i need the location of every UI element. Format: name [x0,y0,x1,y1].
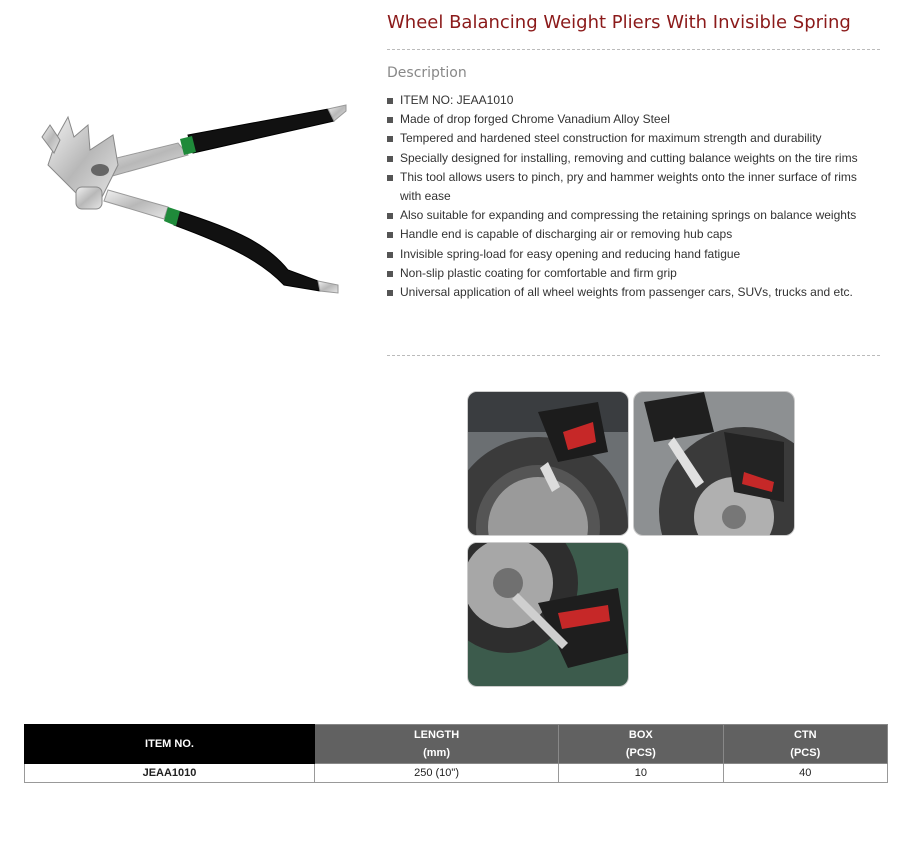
feature-item: Also suitable for expanding and compressing the retaining springs on balance weights [387,206,877,225]
feature-item: Invisible spring-load for easy opening and reducing hand fatigue [387,245,877,264]
product-title: Wheel Balancing Weight Pliers With Invisible Spring [387,12,851,33]
cell-ctn: 40 [723,764,887,783]
cell-box: 10 [559,764,723,783]
cell-item-no: JEAA1010 [25,764,315,783]
column-header-length: LENGTH (mm) [314,725,558,764]
column-header-box: BOX (PCS) [559,725,723,764]
feature-item: Specially designed for installing, removing and cutting balance weights on the tire rims [387,149,877,168]
column-header-ctn: CTN (PCS) [723,725,887,764]
feature-item: Handle end is capable of discharging air or removing hub caps [387,225,877,244]
feature-item: This tool allows users to pinch, pry and hammer weights onto the inner surface of rims with ease [387,168,877,206]
product-image [28,95,368,315]
divider [387,355,880,356]
feature-list [387,91,877,302]
spec-table [24,724,888,783]
brand-mark: TOPTUL [116,144,145,159]
feature-item: ITEM NO: JEAA1010 [387,91,877,110]
feature-item: Universal application of all wheel weights from passenger cars, SUVs, trucks and etc. [387,283,877,302]
feature-item: Tempered and hardened steel construction for maximum strength and durability [387,129,877,148]
feature-item: Non-slip plastic coating for comfortable and firm grip [387,264,877,283]
table-row [25,764,888,783]
table-header-row [25,725,888,764]
feature-item: Made of drop forged Chrome Vanadium Alloy Steel [387,110,877,129]
cell-length: 250 (10") [314,764,558,783]
column-header-item-no: ITEM NO. [25,725,315,764]
usage-photo-1 [467,391,629,536]
usage-photo-2 [633,391,795,536]
description-label: Description [387,65,467,81]
usage-photo-3 [467,542,629,687]
divider [387,49,880,50]
